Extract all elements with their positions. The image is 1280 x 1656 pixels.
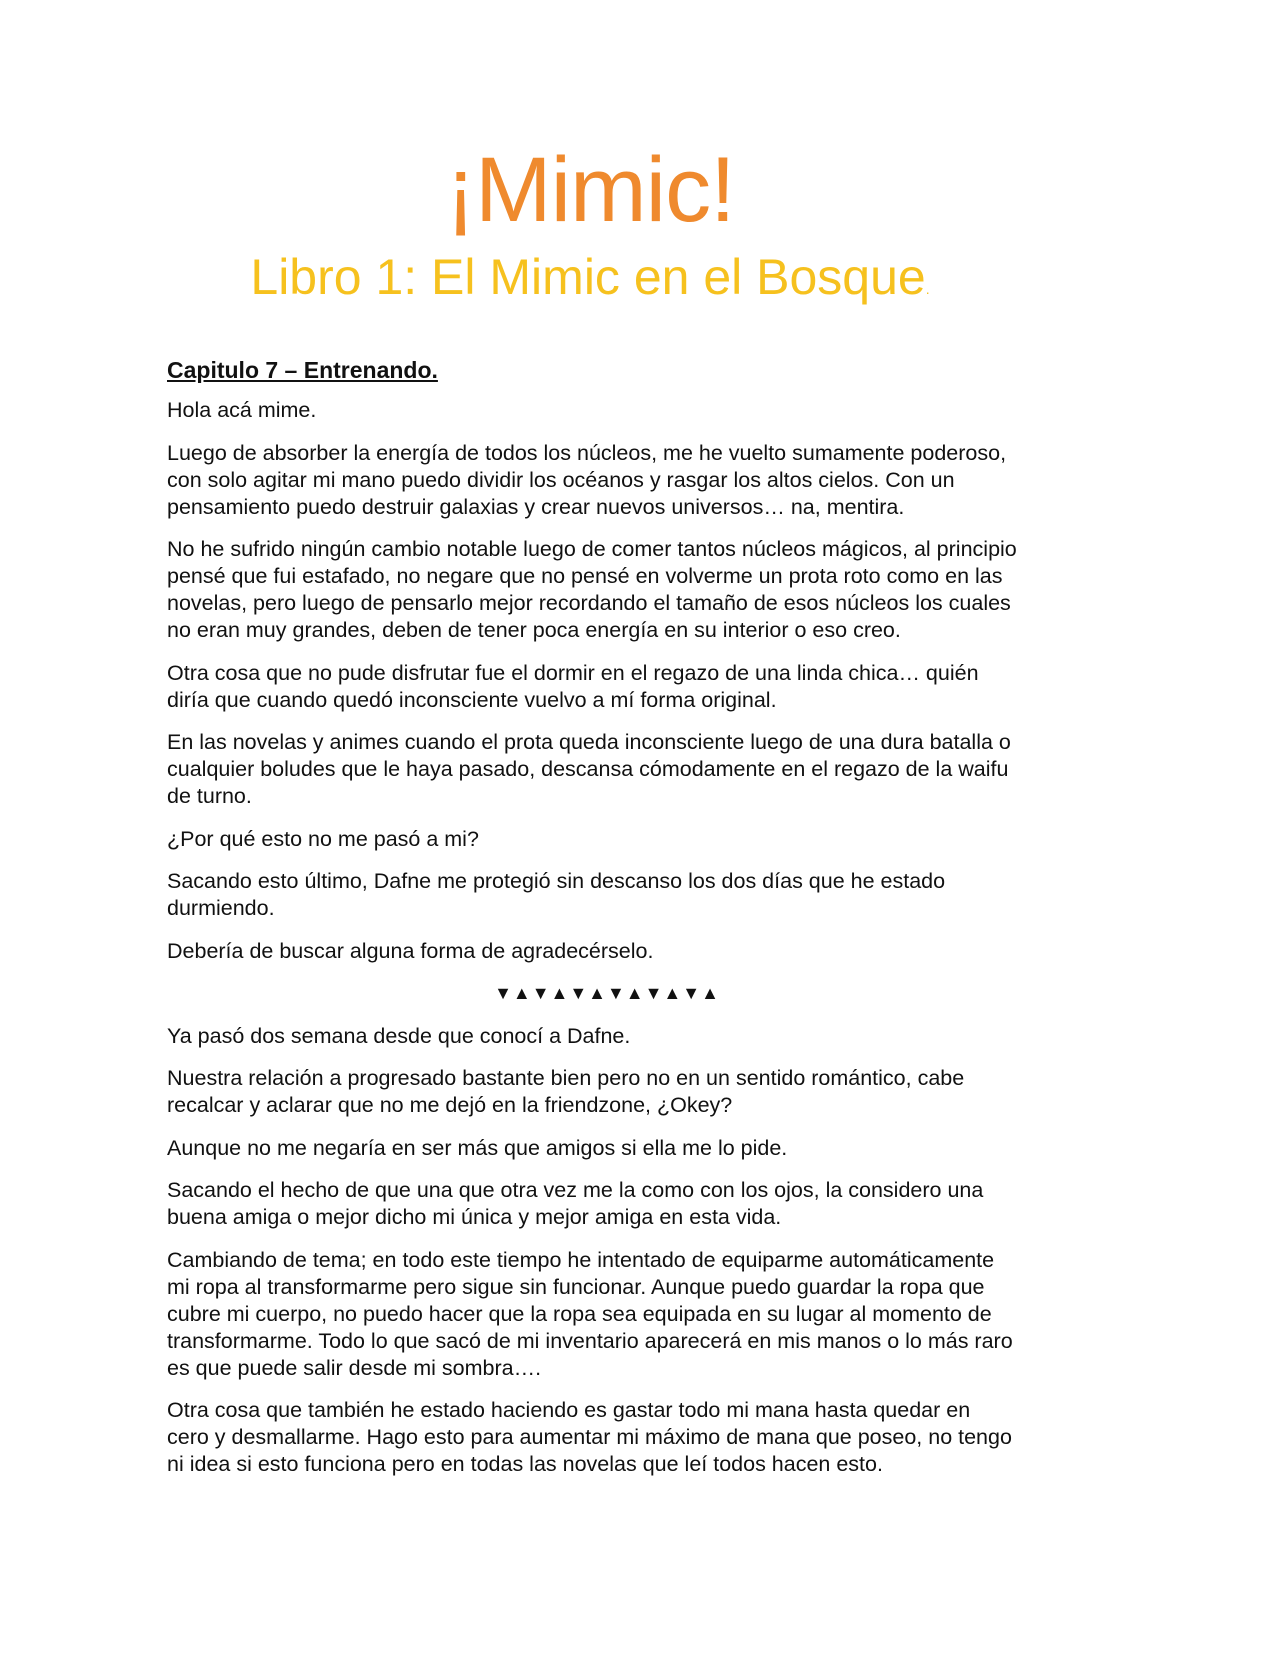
- subtitle-text: Libro 1: El Mimic en el Bosque: [250, 249, 926, 305]
- paragraph: No he sufrido ningún cambio notable luego de comer tantos núcleos mágicos, al principio pensé que fui estafado, no negare que no pensé en volverme un prota roto como en las novelas, pero luego de pensarlo mejor recordando el tamaño de esos núcleos los cuales no eran muy grandes, deben de tener poca energía en su interior o eso creo.: [167, 537, 1017, 642]
- chapter-heading: Capitulo 7 – Entrenando.: [167, 357, 438, 383]
- paragraph: En las novelas y animes cuando el prota queda inconsciente luego de una dura batalla o cualquier boludes que le haya pasado, descansa cómodamente en el regazo de la waifu de turno.: [167, 730, 1011, 808]
- paragraph: ¿Por qué esto no me pasó a mi?: [167, 826, 479, 851]
- paragraph: Otra cosa que también he estado haciendo es gastar todo mi mana hasta quedar en cero y desmallarme. Hago esto para aumentar mi máximo de mana que poseo, no tengo ni idea si esto funciona pero en todas las novelas que leí todos hacen esto.: [167, 1398, 1012, 1476]
- section-separator: ▼▲▼▲▼▲▼▲▼▲▼▲: [494, 983, 720, 1003]
- subtitle-dot: .: [925, 281, 930, 297]
- book-subtitle: [0, 247, 1180, 319]
- paragraph: Nuestra relación a progresado bastante bien pero no en un sentido romántico, cabe recalcar y aclarar que no me dejó en la friendzone, ¿Okey?: [167, 1066, 965, 1117]
- paragraph: Sacando esto último, Dafne me protegió sin descanso los dos días que he estado durmiendo.: [167, 869, 946, 920]
- paragraph: Hola acá mime.: [167, 398, 317, 422]
- paragraph: Luego de absorber la energía de todos los núcleos, me he vuelto sumamente poderoso, con solo agitar mi mano puedo dividir los océanos y rasgar los altos cielos. Con un pensamiento puedo destruir galaxias y crear nuevos universos… na, mentira.: [167, 440, 1007, 519]
- paragraph: Cambiando de tema; en todo este tiempo he intentado de equiparme automáticamente mi ropa al transformarme pero sigue sin funcionar. Aunque puedo guardar la ropa que cubre mi cuerpo, no puedo hacer que la ropa sea equipada en su lugar al momento de transformarme. Todo lo que sacó de mi inventario aparecerá en mis manos o lo más raro es que puede salir desde mi sombra….: [167, 1247, 1013, 1380]
- paragraph: Sacando el hecho de que una que otra vez me la como con los ojos, la considero una buena amiga o mejor dicho mi única y mejor amiga en esta vida.: [167, 1178, 984, 1229]
- paragraph: Debería de buscar alguna forma de agradecérselo.: [167, 938, 654, 963]
- document-body: [167, 355, 1017, 1494]
- paragraph: Aunque no me negaría en ser más que amigos si ella me lo pide.: [167, 1135, 788, 1160]
- paragraph: Otra cosa que no pude disfrutar fue el dormir en el regazo de una linda chica… quién diría que cuando quedó inconsciente vuelvo a mí forma original.: [167, 660, 979, 712]
- paragraph: Ya pasó dos semana desde que conocí a Dafne.: [167, 1023, 631, 1048]
- book-title: ¡Mimic!: [445, 139, 735, 241]
